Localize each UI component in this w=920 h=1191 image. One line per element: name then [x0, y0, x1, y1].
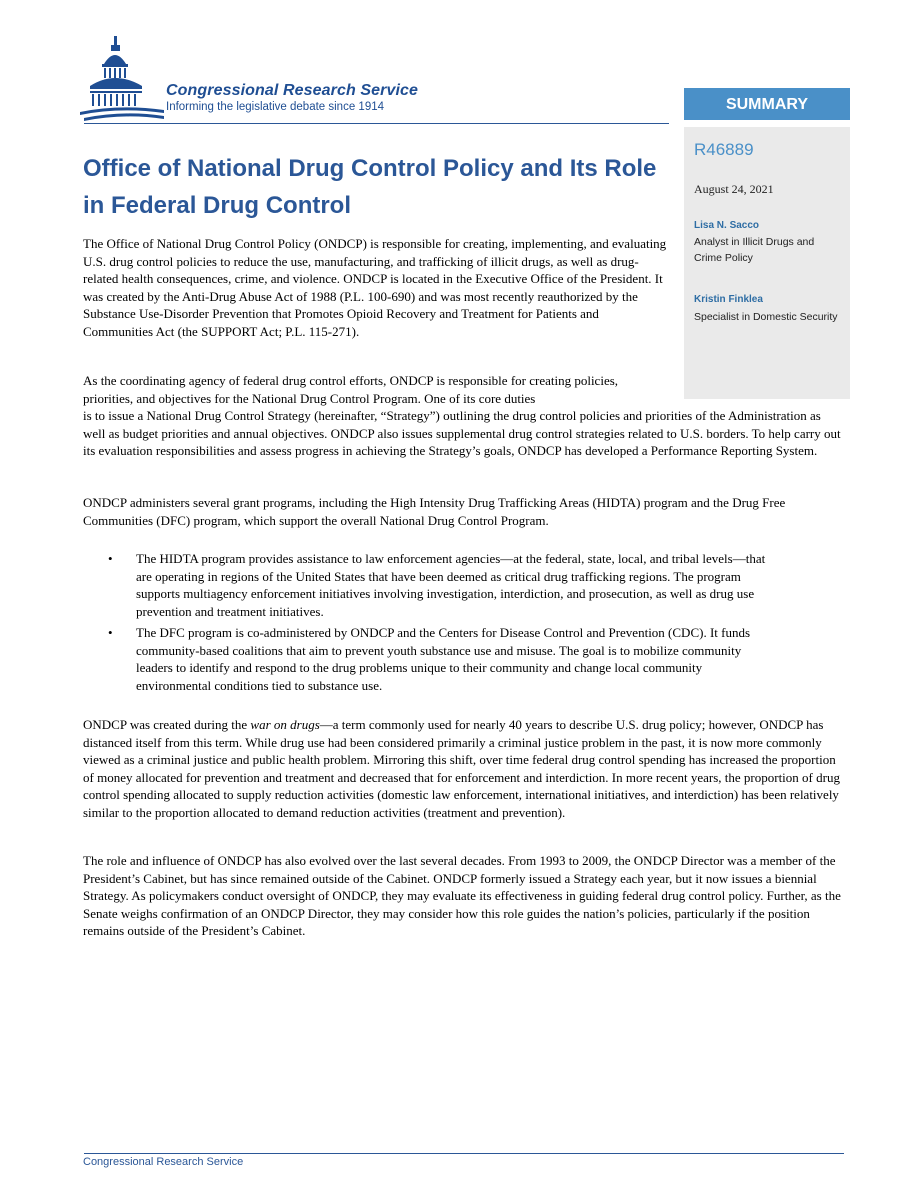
author-title: Analyst in Illicit Drugs and Crime Policy: [694, 236, 815, 264]
org-name: Congressional Research Service: [166, 82, 419, 99]
bullet-icon: •: [108, 551, 113, 566]
author-title: Specialist in Domestic Security: [694, 311, 838, 323]
header-divider: [84, 123, 669, 124]
body-paragraph-part: is to issue a National Drug Control Strategy (hereinafter, “Strategy”) outlining the drug control policies and priorities of the Administration as well as budget priorities and annual objectives. ONDCP also issues supplemental drug control strategies related to U.S. borders. To help carry out its evaluation responsibilities and assess progress in achieving the Strategy’s goals, ONDCP has developed a Performance Reporting System.: [83, 408, 841, 458]
body-paragraph-part: As the coordinating agency of federal drug control efforts, ONDCP is responsible for creating policies, priorities, and objectives for the National Drug Control Program. One of its core duties: [83, 373, 619, 406]
bullet-list: [108, 550, 768, 698]
list-item-text: The HIDTA program provides assistance to law enforcement agencies—at the federal, state, local, and tribal levels—that are operating in regions of the United States that have been deemed as critical drug trafficking regions. The program supports multiagency enforcement initiatives involving investigation, interdiction, and prosecution, as well as drug use prevention and treatment initiatives.: [136, 551, 766, 619]
body-paragraph: ONDCP administers several grant programs, including the High Intensity Drug Trafficking Areas (HIDTA) program and the Drug Free Communities (DFC) program, which support the overall National Drug Control Program.: [83, 495, 786, 528]
footer-org-name: Congressional Research Service: [83, 1156, 244, 1168]
body-paragraph: The role and influence of ONDCP has also evolved over the last several decades. From 1993 to 2009, the ONDCP Director was a member of the President’s Cabinet, but has since remained outside of the Cabinet. ONDCP formerly issued a Strategy each year, but it now issues a biennial Strategy. As policymakers conduct oversight of ONDCP, they may evaluate its effectiveness in guiding federal drug control policy. Further, as the Senate weighs confirmation of an ONDCP Director, they may consider how this role guides the nation’s policies, particularly if the position remains outside of the President’s Cabinet.: [83, 853, 841, 938]
list-item: [108, 550, 768, 620]
summary-tab: SUMMARY: [684, 88, 850, 120]
list-item: [108, 624, 768, 694]
body-paragraph: [83, 372, 843, 460]
list-item-text: The DFC program is co-administered by ONDCP and the Centers for Disease Control and Prevention (CDC). It funds community-based coalitions that aim to prevent youth substance use and misuse. The goal is to mobilize community leaders to identify and respond to the drug problems unique to their community and change local community environmental conditions tied to substance use.: [136, 625, 751, 693]
report-number: R46889: [694, 140, 754, 159]
footer-divider: [84, 1153, 844, 1154]
report-date: August 24, 2021: [694, 182, 774, 196]
body-text: ONDCP was created during the: [83, 717, 251, 732]
author-name: Lisa N. Sacco: [694, 220, 760, 231]
page-title: Office of National Drug Control Policy and Its Role in Federal Drug Control: [83, 155, 657, 219]
body-text: —a term commonly used for nearly 40 years to describe U.S. drug policy; however, ONDCP has distanced itself from this term. While drug use had been considered primarily a criminal justice problem in the past, it is now more commonly viewed as a criminal justice and public health problem. Mirroring this shift, over time federal drug control spending has increased the proportion of money allocated for prevention and treatment and decreased that for enforcement and interdiction. In more recent years, the proportion of drug control spending allocated to supply reduction activities (domestic law enforcement, international initiatives, and interdiction) has been relatively similar to the proportion allocated to demand reduction activities (treatment and prevention).: [83, 717, 840, 820]
author-name: Kristin Finklea: [694, 294, 763, 305]
bullet-icon: •: [108, 625, 113, 640]
body-paragraph: [83, 716, 843, 821]
emphasis-term: war on drugs: [250, 717, 320, 732]
body-paragraph: The Office of National Drug Control Policy (ONDCP) is responsible for creating, implementing, and evaluating U.S. drug control policies to reduce the use, manufacturing, and trafficking of illicit drugs, as well as drug-related health consequences, crime, and violence. ONDCP is located in the Executive Office of the President. It was created by the Anti-Drug Abuse Act of 1988 (P.L. 100-690) and was most recently reauthorized by the Substance Use-Disorder Prevention that Promotes Opioid Recovery and Treatment for Patients and Communities Act (the SUPPORT Act; P.L. 115-271).: [83, 236, 667, 339]
org-tagline: Informing the legislative debate since 1914: [166, 101, 385, 113]
